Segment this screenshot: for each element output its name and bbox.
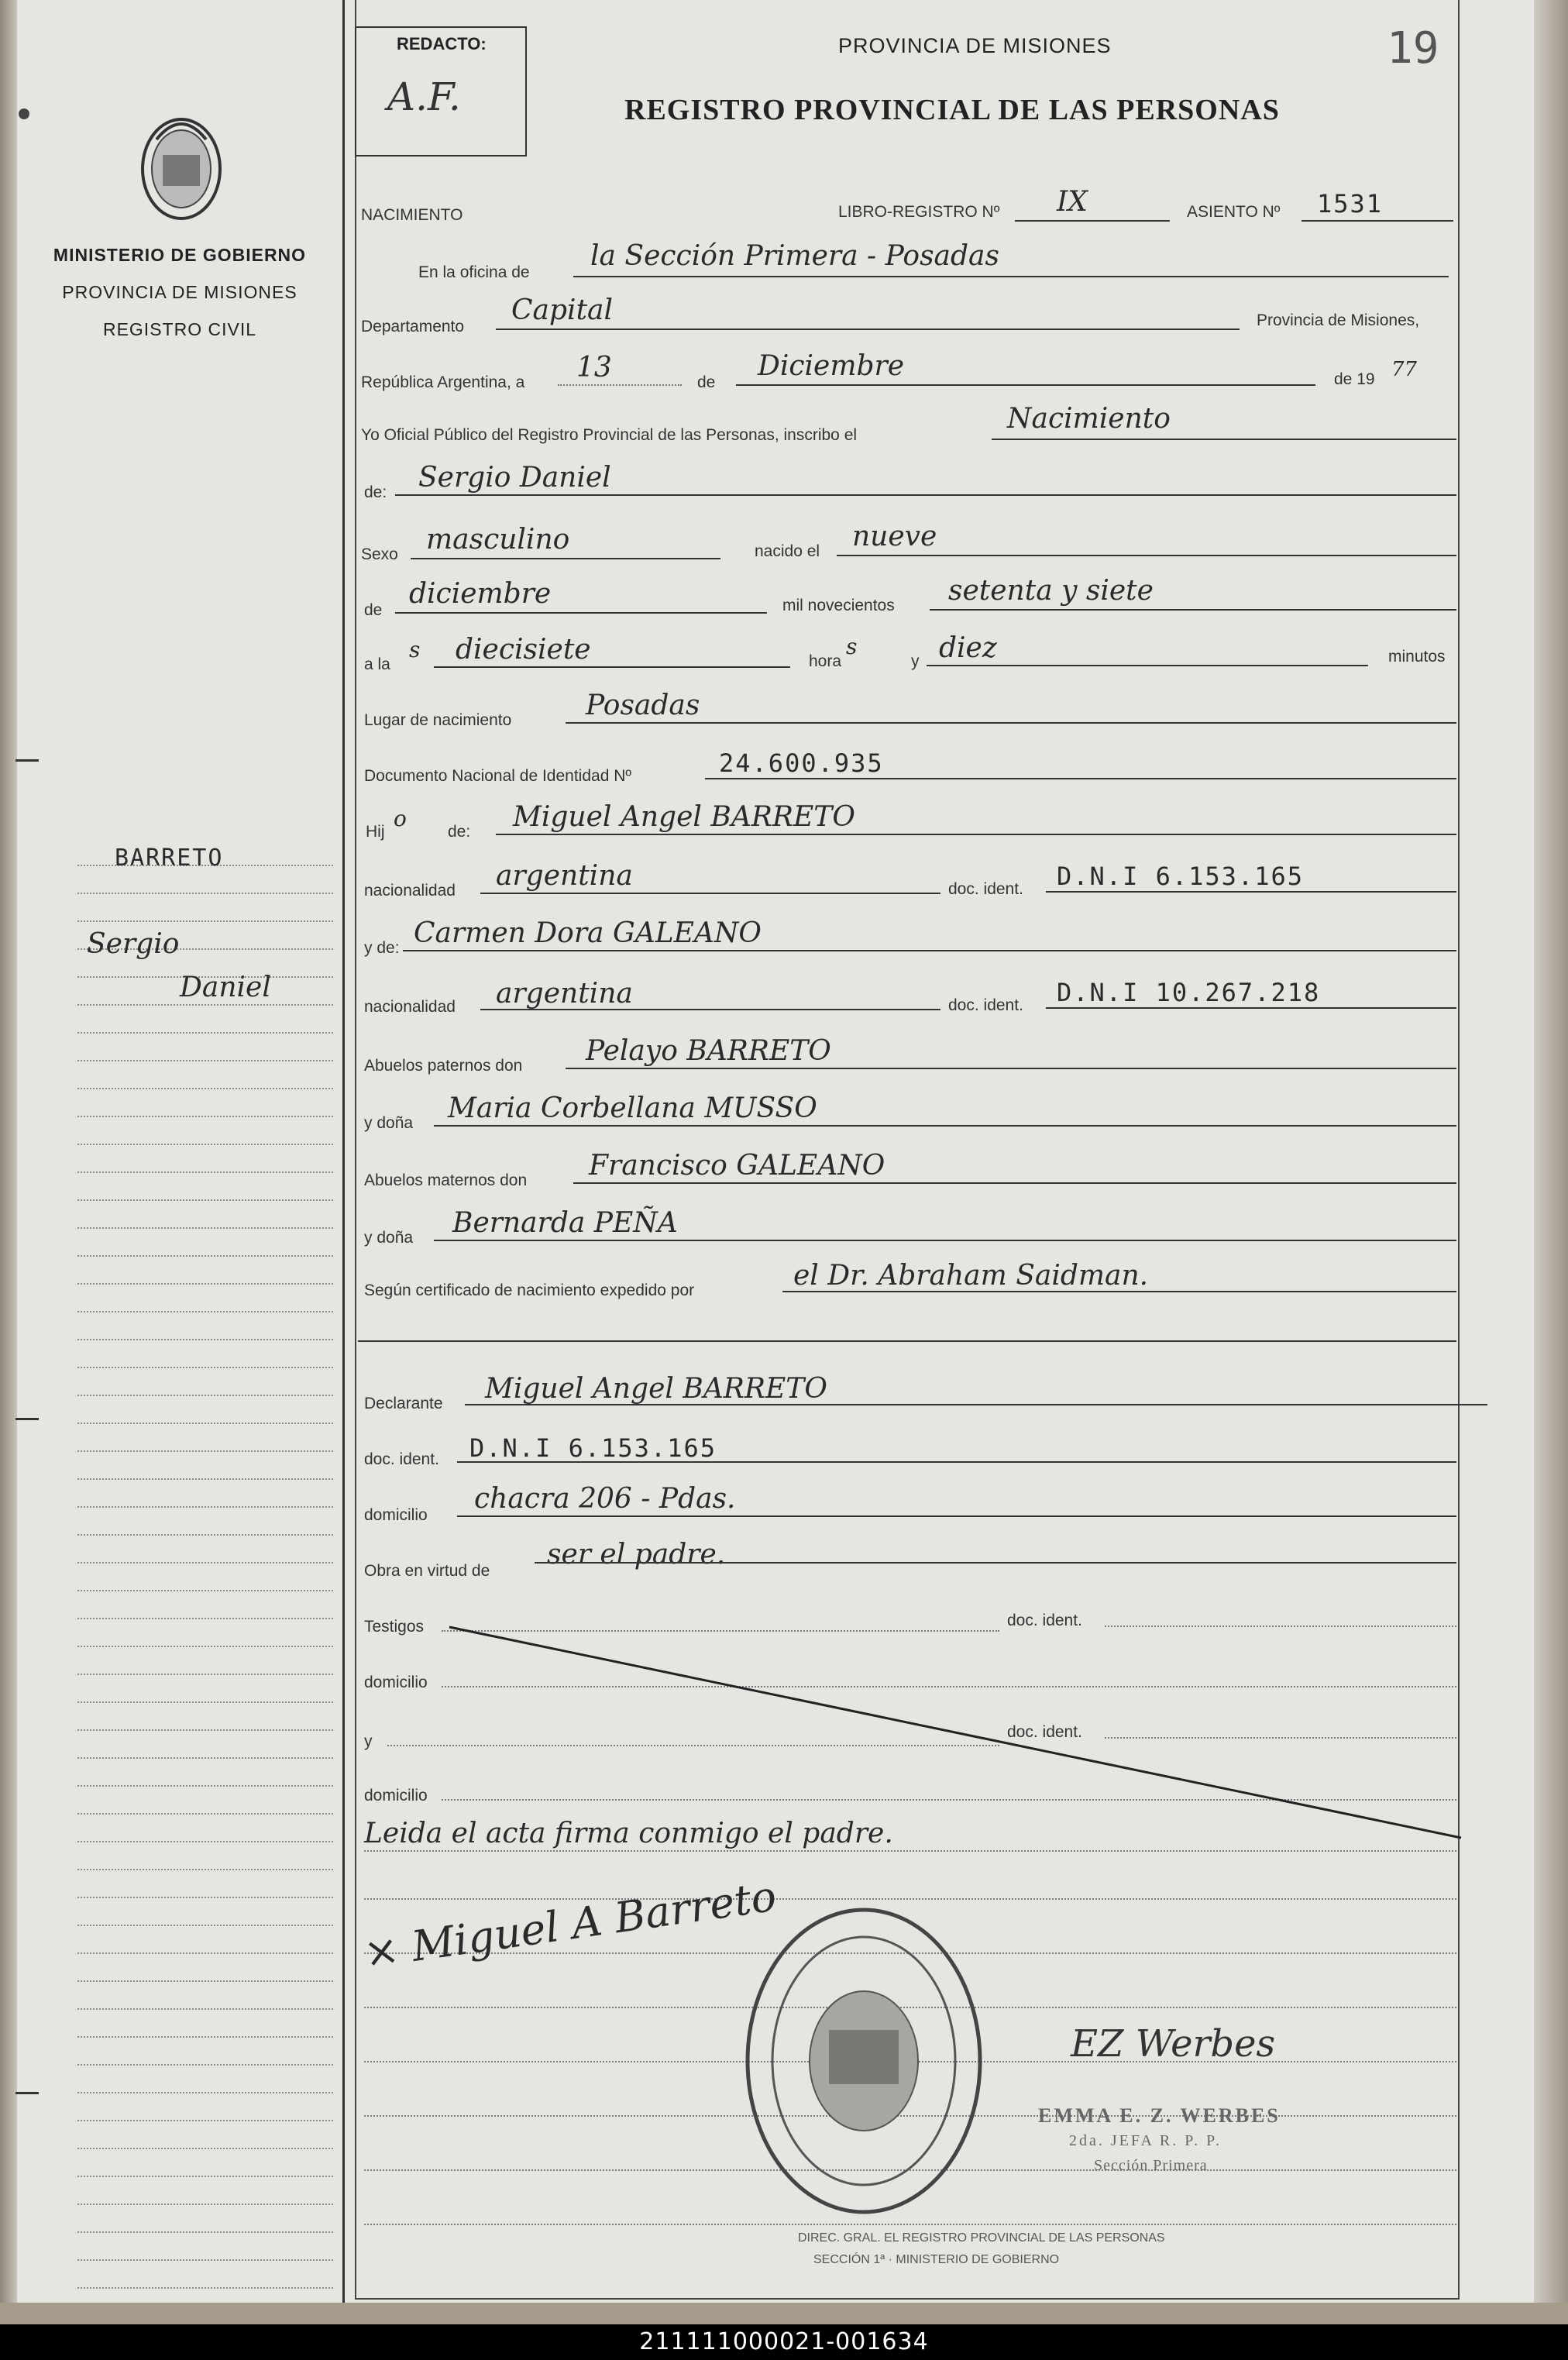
mother-doc-label: doc. ident. <box>948 996 1023 1014</box>
abuelos-maternos-label: Abuelos maternos don <box>364 1171 528 1189</box>
inscribo-value: Nacimiento <box>1007 403 1171 435</box>
department-value: Capital <box>511 294 614 326</box>
father-value: Miguel Angel BARRETO <box>513 801 855 833</box>
libro-value: IX <box>1057 186 1088 218</box>
declarante-doc-label: doc. ident. <box>364 1450 439 1468</box>
birth-de-label: de <box>364 601 383 619</box>
libro-label: LIBRO-REGISTRO Nº <box>838 203 1000 221</box>
year-label: de 19 <box>1334 370 1375 388</box>
sexo-label: Sexo <box>361 545 398 563</box>
header-province: PROVINCIA DE MISIONES <box>838 34 1112 57</box>
official-signature: EZ Werbes <box>1071 2022 1276 2066</box>
day-value: 13 <box>576 352 612 384</box>
testigos-label: Testigos <box>364 1618 425 1636</box>
ministry-title: MINISTERIO DE GOBIERNO <box>53 245 307 265</box>
abuela-materna-label: y doña <box>364 1229 414 1247</box>
hijo-suffix: o <box>394 806 407 831</box>
registry-title: REGISTRO PROVINCIAL DE LAS PERSONAS <box>624 94 1280 126</box>
certificado-label: Según certificado de nacimiento expedido por <box>364 1281 695 1299</box>
mother-doc-value: D.N.I 10.267.218 <box>1057 978 1321 1007</box>
dni-label: Documento Nacional de Identidad Nº <box>364 767 632 785</box>
mil-value: setenta y siete <box>948 575 1154 607</box>
mother-nationality-label: nacionalidad <box>364 998 456 1016</box>
redacto-value: A.F. <box>387 74 461 119</box>
province-suffix: Provincia de Misiones, <box>1257 311 1420 329</box>
hour-y-label: y <box>911 652 920 670</box>
closing-text: Leida el acta firma conmigo el padre. <box>364 1818 893 1849</box>
declarante-label: Declarante <box>364 1395 443 1412</box>
asiento-value: 1531 <box>1317 189 1384 218</box>
left-province-title: PROVINCIA DE MISIONES <box>62 282 297 302</box>
father-doc-value: D.N.I 6.153.165 <box>1057 862 1304 891</box>
birth-month-value: diciembre <box>409 578 552 610</box>
department-label: Departamento <box>361 318 465 335</box>
asiento-label: ASIENTO Nº <box>1187 203 1281 221</box>
father-nationality-label: nacionalidad <box>364 882 456 900</box>
mil-label: mil novecientos <box>782 597 895 614</box>
margin-surname: BARRETO <box>115 845 224 872</box>
civil-registry-title: REGISTRO CIVIL <box>102 319 257 339</box>
office-label: En la oficina de <box>418 263 530 281</box>
official-title: 2da. JEFA R. P. P. <box>1069 2132 1222 2149</box>
stamp-outer-text: DIREC. GRAL. EL REGISTRO PROVINCIAL DE LAS PERSONAS <box>798 2231 1165 2245</box>
margin-given-name-2: Daniel <box>180 972 271 1003</box>
minutos-label: minutos <box>1388 648 1446 666</box>
horas-suffix: s <box>846 634 858 659</box>
margin-given-name-1: Sergio <box>87 928 180 960</box>
horas-label: hora <box>809 652 842 670</box>
lugar-value: Posadas <box>586 690 700 721</box>
official-name: EMMA E. Z. WERBES <box>1038 2104 1281 2127</box>
testigo2-y-label: y <box>364 1732 373 1750</box>
redacto-label: REDACTO: <box>397 34 487 53</box>
mother-value: Carmen Dora GALEANO <box>414 917 762 949</box>
mother-yde-label: y de: <box>364 939 400 957</box>
dni-value: 24.600.935 <box>719 748 884 778</box>
declarante-value: Miguel Angel BARRETO <box>485 1373 827 1405</box>
name-value: Sergio Daniel <box>418 462 611 494</box>
abuela-paterna-value: Maria Corbellana MUSSO <box>448 1092 817 1124</box>
alas-suffix: s <box>409 637 421 662</box>
abuelos-paternos-value: Pelayo BARRETO <box>586 1035 831 1067</box>
dotted-line <box>364 1850 1456 1852</box>
hijo-label: Hij <box>366 823 385 841</box>
domicilio-label: domicilio <box>364 1506 428 1524</box>
father-nationality-value: argentina <box>496 860 633 892</box>
stamp-inner-text: SECCIÓN 1ª · MINISTERIO DE GOBIERNO <box>813 2253 1060 2266</box>
declarant-signature: × Miguel A Barreto <box>360 1871 779 1978</box>
declarante-doc-value: D.N.I 6.153.165 <box>469 1433 717 1463</box>
image-id-text: 211111000021-001634 <box>639 2328 929 2355</box>
inscribo-label: Yo Oficial Público del Registro Provincial de las Personas, inscribo el <box>361 426 858 444</box>
date-de-label: de <box>697 373 716 391</box>
testigo2-doc-label: doc. ident. <box>1007 1723 1082 1741</box>
abuelos-paternos-label: Abuelos paternos don <box>364 1057 523 1075</box>
nacido-label: nacido el <box>755 542 820 560</box>
alas-label: a la <box>364 655 390 673</box>
lugar-label: Lugar de nacimiento <box>364 711 512 729</box>
name-de-label: de: <box>364 483 387 501</box>
obra-label: Obra en virtud de <box>364 1562 490 1580</box>
hijo-de-label: de: <box>448 823 471 841</box>
minutes-value: diez <box>939 632 997 664</box>
nacido-value: nueve <box>852 521 937 552</box>
dotted-line <box>364 2224 1456 2225</box>
month-value: Diciembre <box>758 350 905 382</box>
year-value: 77 <box>1391 358 1418 381</box>
abuela-materna-value: Bernarda PEÑA <box>452 1207 678 1239</box>
sexo-value: masculino <box>426 524 570 556</box>
page-number: 19 <box>1387 23 1439 74</box>
abuelos-maternos-value: Francisco GALEANO <box>589 1150 885 1182</box>
official-stamp-icon <box>736 1898 992 2224</box>
certificado-value: el Dr. Abraham Saidman. <box>793 1260 1149 1292</box>
father-doc-label: doc. ident. <box>948 880 1023 898</box>
republica-label: República Argentina, a <box>361 373 525 391</box>
domicilio-value: chacra 206 - Pdas. <box>474 1483 736 1515</box>
testigo1-domicilio-label: domicilio <box>364 1674 428 1691</box>
testigo2-domicilio-label: domicilio <box>364 1787 428 1804</box>
hour-value: diecisiete <box>456 634 591 666</box>
abuela-paterna-label: y doña <box>364 1114 414 1132</box>
testigo1-doc-label: doc. ident. <box>1007 1612 1082 1629</box>
office-value: la Sección Primera - Posadas <box>590 240 999 272</box>
mother-nationality-value: argentina <box>496 978 633 1010</box>
obra-value: ser el padre. <box>547 1539 726 1570</box>
form-type-label: NACIMIENTO <box>361 206 463 224</box>
official-section: Sección Primera <box>1094 2157 1208 2174</box>
image-id-bar <box>0 2324 1568 2360</box>
